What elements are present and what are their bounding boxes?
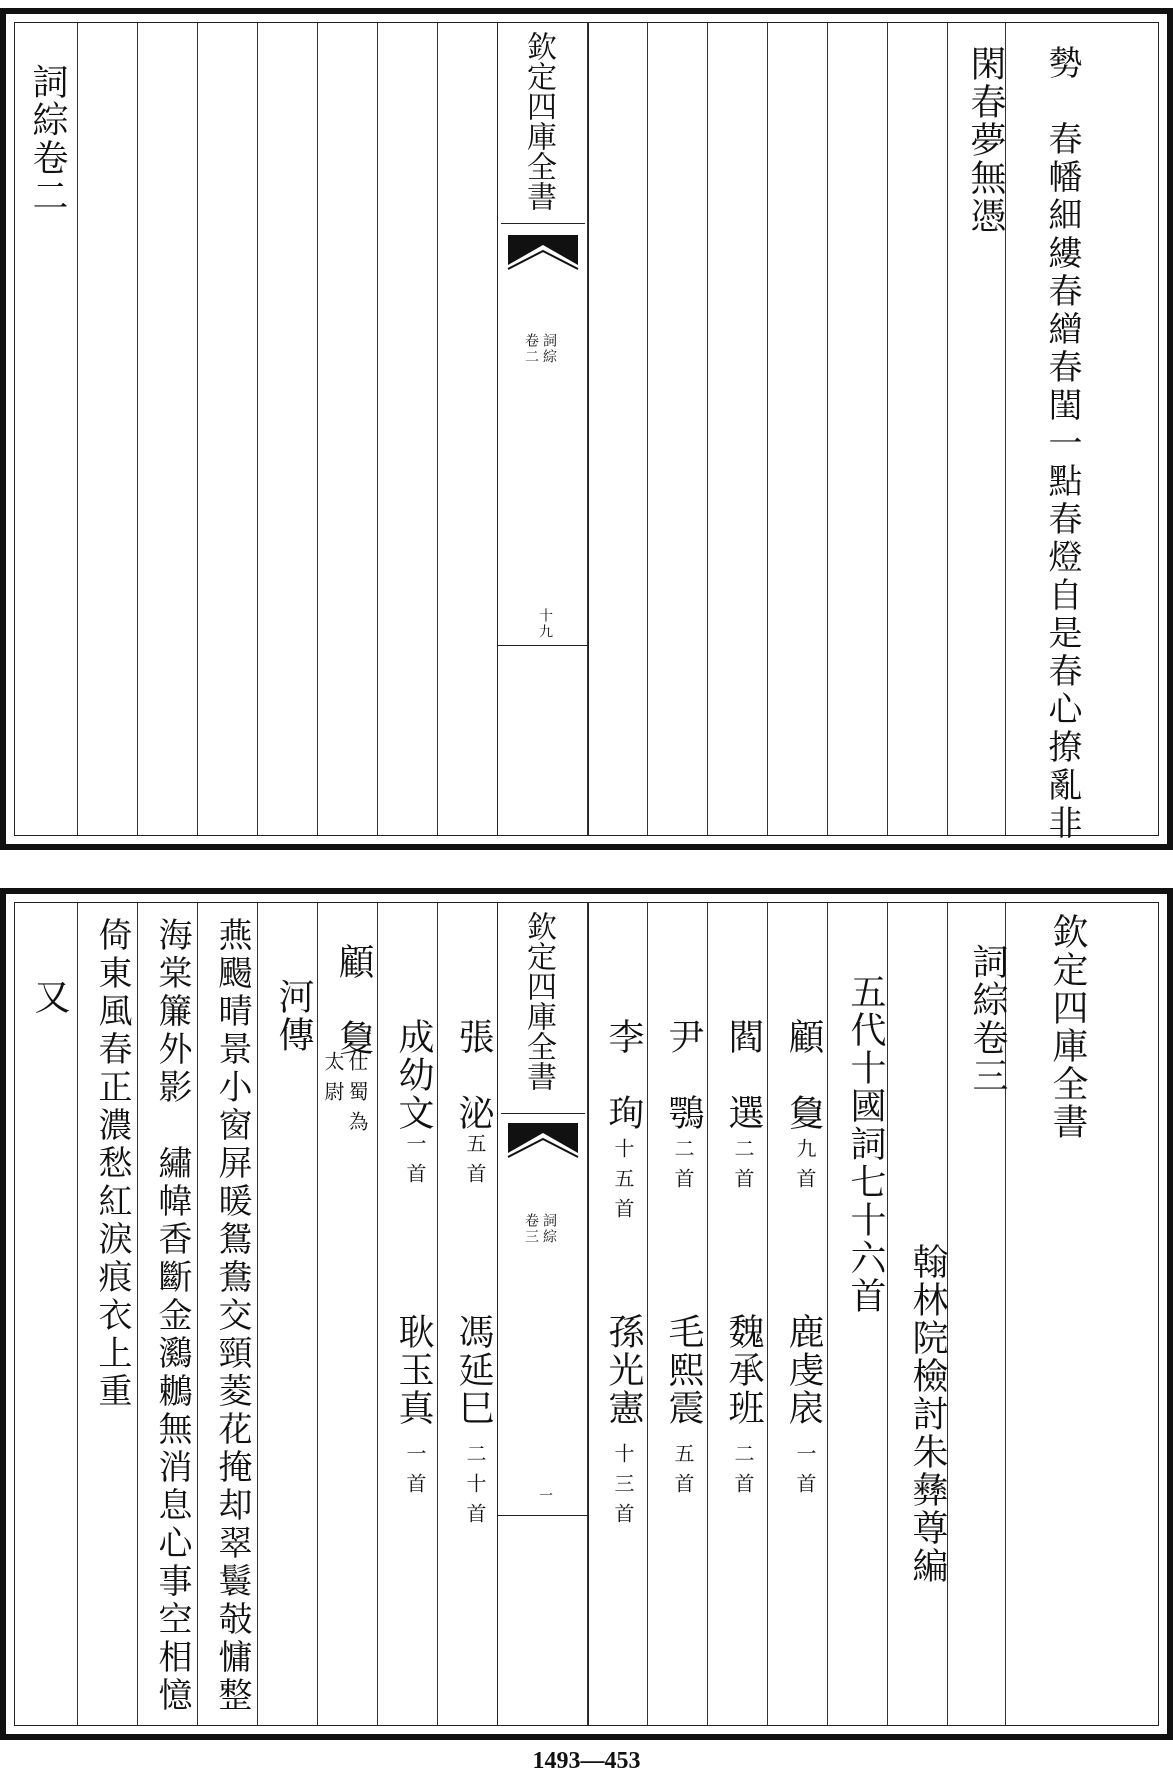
bottom-leaf-frame bbox=[14, 902, 1159, 1726]
poem-line-3: 倚東風春正濃愁紅淚痕衣上重 bbox=[92, 917, 132, 1411]
text-line-2: 閑春夢無憑 bbox=[965, 45, 1006, 235]
author-count: 十三首 bbox=[611, 1443, 635, 1533]
author-note: 仕蜀為 bbox=[345, 1051, 369, 1141]
text-line-1: 勢 春幡細縷春繒春閨一點春燈自是春心撩亂非 bbox=[1042, 45, 1082, 843]
author-count: 九首 bbox=[793, 1138, 817, 1198]
author-count: 五首 bbox=[463, 1133, 487, 1193]
author-gu-xiong: 顧 敻 bbox=[783, 1018, 824, 1132]
author-lu-qianyi: 鹿虔扆 bbox=[783, 1313, 824, 1427]
compiler-line: 翰林院檢討朱彝尊編 bbox=[907, 1243, 948, 1585]
author-wei-chengban: 魏承班 bbox=[723, 1313, 764, 1427]
poem-author: 顧 敻 bbox=[333, 943, 374, 1057]
author-count: 二首 bbox=[731, 1138, 755, 1198]
juan-end-title: 詞綜卷二 bbox=[27, 63, 68, 215]
author-mao-xizhen: 毛熙震 bbox=[663, 1313, 704, 1427]
author-geng-yuzhen: 耿玉真 bbox=[393, 1313, 434, 1427]
author-zhang-bi: 張 泌 bbox=[453, 1018, 494, 1132]
author-count: 五首 bbox=[671, 1443, 695, 1503]
top-leaf-frame bbox=[14, 22, 1159, 843]
fold-juan-number: 卷二 bbox=[523, 333, 539, 365]
fold-page-number: 一 bbox=[537, 1488, 553, 1504]
tune-title: 河傳 bbox=[273, 978, 314, 1054]
fold-juan-number: 卷三 bbox=[523, 1213, 539, 1245]
author-feng-yansi: 馮延巳 bbox=[453, 1313, 494, 1427]
fold-column bbox=[497, 903, 589, 1725]
poem-line-1: 燕颺晴景小窗屏暖鴛鴦交頸菱花掩却翠鬟攲慵整 bbox=[212, 917, 252, 1715]
fishtail-icon bbox=[498, 235, 588, 275]
author-count: 一首 bbox=[403, 1443, 427, 1503]
author-count: 二十首 bbox=[463, 1443, 487, 1533]
fold-juan-label: 詞綜 bbox=[541, 1213, 557, 1245]
author-yan-xuan: 閻 選 bbox=[723, 1018, 764, 1132]
top-leaf bbox=[0, 8, 1173, 850]
author-sun-guangxian: 孫光憲 bbox=[603, 1313, 644, 1427]
author-note: 太尉 bbox=[321, 1051, 345, 1111]
fishtail-icon bbox=[498, 1123, 588, 1163]
author-yin-e: 尹 鶚 bbox=[663, 1018, 704, 1132]
fold-juan-label: 詞綜 bbox=[541, 333, 557, 365]
author-count: 二首 bbox=[731, 1443, 755, 1503]
section-heading: 五代十國詞七十六首 bbox=[845, 973, 886, 1315]
juan-title: 詞綜卷三 bbox=[967, 943, 1008, 1095]
fold-page-number: 十九 bbox=[537, 608, 553, 640]
author-count: 二首 bbox=[671, 1138, 695, 1198]
page-footer-number: 1493—453 bbox=[532, 1748, 641, 1774]
author-cheng-youwen: 成幼文 bbox=[393, 1018, 434, 1132]
repeat-tune-marker: 又 bbox=[29, 978, 70, 1016]
bottom-leaf bbox=[0, 888, 1173, 1740]
author-count: 一首 bbox=[403, 1133, 427, 1193]
fold-column bbox=[497, 23, 589, 835]
author-li-xun: 李 珣 bbox=[603, 1018, 644, 1132]
fold-title: 欽定四庫全書 bbox=[521, 911, 556, 1091]
author-count: 十五首 bbox=[611, 1138, 635, 1228]
book-title: 欽定四庫全書 bbox=[1047, 913, 1088, 1141]
fold-title: 欽定四庫全書 bbox=[521, 31, 556, 211]
poem-line-2: 海棠簾外影 繡幃香斷金鸂鶒無消息心事空相憶 bbox=[152, 917, 192, 1715]
author-count: 一首 bbox=[793, 1443, 817, 1503]
